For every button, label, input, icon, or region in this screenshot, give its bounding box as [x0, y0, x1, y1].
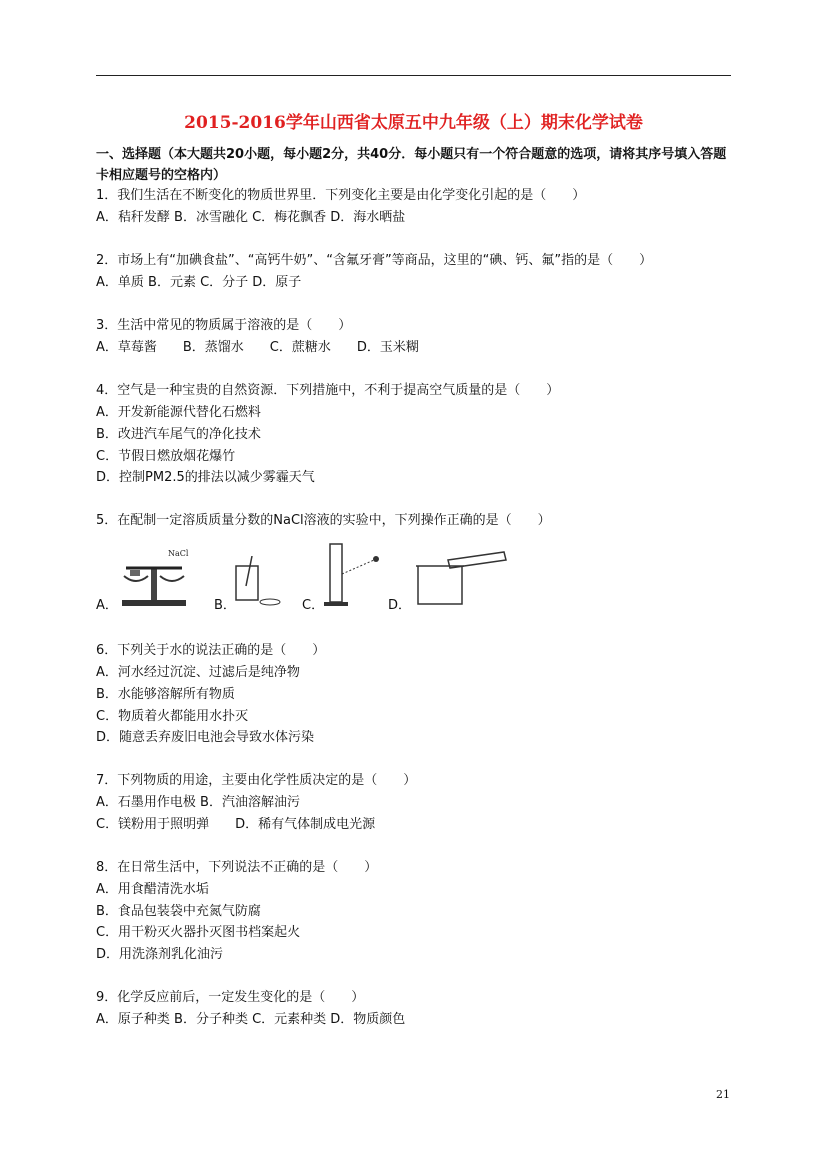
question-4-option-c: C．节假日燃放烟花爆竹: [96, 449, 236, 464]
question-5-stem: 5．在配制一定溶质质量分数的NaCl溶液的实验中，下列操作正确的是（ ）: [96, 513, 551, 528]
question-8-stem: 8．在日常生活中，下列说法不正确的是（ ）: [96, 860, 378, 875]
question-6-option-d: D．随意丢弃废旧电池会导致水体污染: [96, 730, 315, 745]
figure-label-a: A．: [96, 598, 118, 613]
question-8-option-a: A．用食醋清洗水垢: [96, 882, 209, 897]
question-9-options: A．原子种类 B．分子种类 C．元素种类 D．物质颜色: [96, 1012, 406, 1027]
figure-label-d: D．: [388, 598, 412, 613]
header-rule: [96, 75, 731, 76]
question-8-option-b: B．食品包装袋中充氮气防腐: [96, 904, 261, 919]
section-heading: 一、选择题（本大题共20小题，每小题2分，共40分．每小题只有一个符合题意的选项，请将其序号填入答题卡相应题号的空格内）: [96, 147, 727, 183]
beaker-pouring-icon: [230, 556, 290, 608]
question-4-option-d: D．控制PM2.5的排法以减少雾霾天气: [96, 470, 315, 485]
question-8-option-c: C．用干粉灭火器扑灭图书档案起火: [96, 925, 301, 940]
nacl-label: NaCl: [168, 549, 189, 558]
question-7-stem: 7．下列物质的用途，主要由化学性质决定的是（ ）: [96, 773, 417, 788]
measuring-cylinder-icon: [318, 540, 388, 608]
balance-scale-icon: [118, 546, 190, 608]
beaker-stirring-icon: [412, 550, 512, 608]
page-number: 21: [716, 1088, 730, 1101]
figure-label-b: B．: [214, 598, 236, 613]
question-4-option-b: B．改进汽车尾气的净化技术: [96, 427, 261, 442]
question-9-stem: 9．化学反应前后，一定发生变化的是（ ）: [96, 990, 365, 1005]
question-3-stem: 3．生活中常见的物质属于溶液的是（ ）: [96, 318, 352, 333]
figure-label-c: C．: [302, 598, 325, 613]
question-6-option-c: C．物质着火都能用水扑灭: [96, 709, 249, 724]
question-7-options-ab: A．石墨用作电极 B．汽油溶解油污: [96, 795, 300, 810]
question-6-stem: 6．下列关于水的说法正确的是（ ）: [96, 643, 326, 658]
question-2-options: A．单质 B．元素 C．分子 D．原子: [96, 275, 302, 290]
question-8-option-d: D．用洗涤剂乳化油污: [96, 947, 224, 962]
question-6-option-b: B．水能够溶解所有物质: [96, 687, 235, 702]
question-1-options: A．秸秆发酵 B．冰雪融化 C．梅花飘香 D．海水晒盐: [96, 210, 406, 225]
question-4-stem: 4．空气是一种宝贵的自然资源．下列措施中，不利于提高空气质量的是（ ）: [96, 383, 560, 398]
page-title: 2015-2016学年山西省太原五中九年级（上）期末化学试卷: [184, 113, 643, 133]
question-7-options-cd: C．镁粉用于照明弹 D．稀有气体制成电光源: [96, 817, 376, 832]
question-5-figures: [96, 540, 636, 613]
question-1-stem: 1．我们生活在不断变化的物质世界里．下列变化主要是由化学变化引起的是（ ）: [96, 188, 586, 203]
question-3-options: A．草莓酱 B．蒸馏水 C．蔗糖水 D．玉米糊: [96, 340, 419, 355]
question-2-stem: 2．市场上有“加碘食盐”、“高钙牛奶”、“含氟牙膏”等商品，这里的“碘、钙、氟”指的是（ ）: [96, 253, 653, 268]
question-6-option-a: A．河水经过沉淀、过滤后是纯净物: [96, 665, 300, 680]
question-4-option-a: A．开发新能源代替化石燃料: [96, 405, 261, 420]
